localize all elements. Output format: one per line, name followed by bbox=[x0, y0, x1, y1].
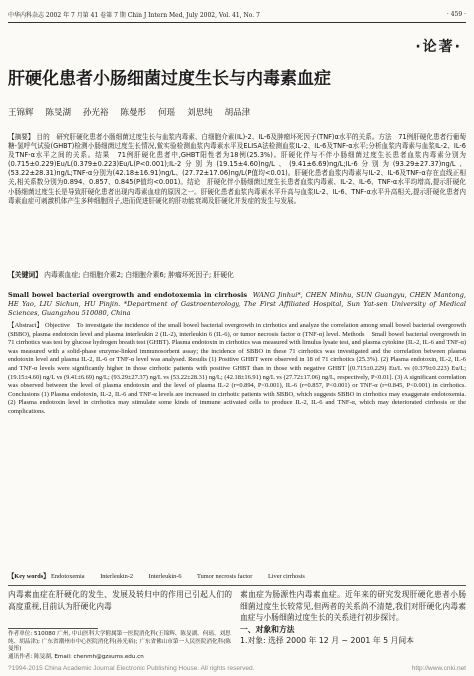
article-title: 肝硬化患者小肠细菌过度生长与内毒素血症 bbox=[8, 69, 331, 89]
footnote-rule bbox=[8, 628, 98, 629]
footnote: 作者单位: 510080 广州, 中山医科大学附属第一医院消化科(王锦辉、陈旻湖、何瑶、刘思纯、胡品津); 广东省潮州市中心医院消化科(孙光裕); 广东省佛山市第一人民医院消化科(陈曼彤) 通讯作者: 陈旻湖, Email: chenmh@gzsums.edu.cn bbox=[8, 631, 232, 660]
body-paragraph: 1.对象: 选择 2000 年 12 月 ~ 2001 年 5 月间本 bbox=[240, 636, 414, 646]
author: 陈曼彤 bbox=[120, 108, 147, 118]
keywords-label: 【关键词】 bbox=[8, 271, 42, 279]
keyword: 白细胞介素2; bbox=[82, 271, 124, 279]
body-column-right bbox=[240, 589, 466, 647]
author: 胡品津 bbox=[224, 108, 251, 118]
body-paragraph: 素血症为肠源性内毒素血症。近年来的研究发现肝硬化患者小肠细菌过度生长较常见,但两者的关系尚不清楚,我们对肝硬化内毒素血症与小肠细菌过度生长的关系进行初步探讨。 bbox=[240, 590, 466, 623]
english-title: Small bowel bacterial overgrowth and endotoxemia in cirrhosis bbox=[8, 291, 248, 299]
body-paragraph: 内毒素血症在肝硬化的发生、发展及转归中的作用已引起人们的高度重视,目前认为肝硬化内毒 bbox=[8, 590, 232, 611]
author: 何瑶 bbox=[158, 108, 176, 118]
column-tag: ·论著· bbox=[415, 39, 462, 55]
footer-url: http://www.cnki.net bbox=[411, 665, 466, 672]
english-authors: WANG Jinhui*, CHEN Minhu, SUN Guangyu, CHEN Mantong, HE Yao, LIU Sichun, HU Pinjin. *Department of Gastroenterology, The First Affiliated Hospital, Sun Yat-sen University of Medical Sciences, Guangzhou 510080, China bbox=[8, 291, 466, 317]
keyword-en: Endotoxemia bbox=[51, 573, 85, 580]
keywords-label-en: 【Key words】 bbox=[8, 573, 50, 580]
keyword: 肿瘤坏死因子; bbox=[168, 271, 212, 279]
keyword-en: Interleukin-6 bbox=[148, 573, 182, 580]
author: 孙光裕 bbox=[83, 108, 109, 118]
keyword-en: Tumor necrosis factor bbox=[196, 573, 253, 580]
header-rule bbox=[8, 22, 466, 23]
author: 陈旻湖 bbox=[45, 108, 72, 118]
section-heading: 一、对象和方法 bbox=[240, 624, 295, 634]
keyword: 内毒素血症; bbox=[44, 271, 81, 279]
keyword: 白细胞介素6; bbox=[125, 271, 166, 279]
english-title-block bbox=[8, 291, 466, 318]
abstract-chinese: 【摘要】 目的 研究肝硬化患者小肠细菌过度生长与血浆内毒素、白细胞介素(IL)-2、IL-6及肿瘤坏死因子(TNF)α水平的关系。方法 71例肝硬化患者行葡萄糖-氢呼气试验(GHBT)检测小肠细菌过度生长情况,鲎实验检测血浆内毒素水平及ELISA法检测血浆IL-2、IL-6及TNF-α水平;分析血浆内毒素与血浆IL-2、IL-6及TNF-α水平之间的关系。结果 71例肝硬化患者中,GHBT阳性者为18例(25.3%)。肝硬化伴与不伴小肠细菌过度生长患者血浆内毒素分别为(0.715±0.229)Eu/L(0.379±0.223)Eu/L(P<0.001);IL-2分别为(19.15±4.60)ng/L、(9.41±6.69)ng/L;IL-6分别为(93.29±27.37)ng/L、(53.22±28.31)ng/L;TNF-α分别为(42.18±16.91)ng/L、(27.72±17.06)ng/L(P值均<0.01)。肝硬化患者血浆内毒素与IL-2、IL-6及TNF-α存在直线正相关,相关系数分别为0.894、0.857、0.845(P值均<0.001)。结论 肝硬化伴小肠细菌过度生长患者血浆内毒素、IL-2、IL-6、TNF-α水平均增高,提示肝硬化小肠细菌过度生长是导致肝硬化患者出现内毒素血症的原因之一。肝硬化患者血浆内毒素水平升高与血浆IL-2、IL-6、TNF-α水平升高相关,提示肝硬化患者内毒素血症可刺激机体产生多种细胞因子,进而促进肝硬化的肝功能衰竭及肝硬化并发症的发生与发展。 bbox=[8, 133, 466, 205]
keyword: 肝硬化 bbox=[213, 271, 234, 279]
body-column-left bbox=[8, 589, 232, 612]
page-number: · 459 · bbox=[446, 11, 466, 18]
running-header bbox=[8, 10, 466, 19]
keywords-chinese bbox=[8, 269, 466, 279]
author: 刘思纯 bbox=[187, 108, 213, 118]
keywords-english bbox=[8, 571, 466, 580]
section-divider bbox=[8, 585, 466, 586]
copyright-footer bbox=[8, 665, 466, 672]
author-list bbox=[8, 106, 250, 118]
author: 王锦辉 bbox=[8, 108, 34, 118]
abstract-english: 【Abstract】 Objective To investigate the incidence of the small bowel bacterial overgrowth in cirrhotics and analyze the correlation among small bowel bacterial overgrowth (SBBO), plasma endotoxin level and plasma interleukin 2 (IL-2), interleukin 6 (IL-6), or tumor necrosis factor α (TNF-α) level. Methods Small bowel bacterial overgrowth in 71 cirrhotics was test by glucose hydrogen breath test (GHBT). Plasma endotoxin in cirrhotics was measured with limulus lysate test, and plasma cytokine (IL-2, IL-6 and TNF-α) was measured with a solid-phase enzyme-linked immunosorbent assay; the incidence of SBBO in these 71 cirrhotics was investigated and the correlation between plasma endotoxin level and plasma IL-2, IL-6 or TNF-α level was analysed. Results (1) Positive GHBT were observed in 18 of 71 cirrhotics (25.3%). (2) Plasma endotoxin, IL-2, IL-6 and TNF-α levels were significantly higher in those cirrhotic patients with positive GHBT than in those with negative GHBT [(0.715±0.229) Eu/L vs (0.379±0.223) Eu/L; (19.15±4.60) ng/L vs (9.41±6.69) ng/L; (93.29±27.37) ng/L vs (53.22±28.31) ng/L; (42.18±16.91) ng/L vs (27.72±17.06) ng/L, respectively, P<0.01]. (3) A significant correlation was observed between the level of plasma endotoxin and the level of plasma IL-2 (r=0.894, P<0.001), IL-6 (r=0.857, P<0.001) or TNF-α (r=0.845, P<0.001) in cirrhotics. Conclusions (1) Plasma endotoxin, IL-2, IL-6 and TNF-α levels are increased in cirrhotic patients with SBBO, which suggests SBBO in cirrhotics may exaggerate endotoxemia. (2) Plasma endotoxin level in cirrhotics may stimulate some kinds of immune activated cells to produce IL-2, IL-6 and TNF-α, which may deteriorated cirrhosis or the complications. bbox=[8, 322, 466, 415]
copyright-text: ?1994-2015 China Academic Journal Electronic Publishing House. All rights reserved. bbox=[8, 665, 255, 672]
running-header-journal: 中华内科杂志 2002 年 7 月第 41 卷第 7 期 Chin J Intern Med, July 2002, Vol. 41, No. 7 bbox=[8, 12, 260, 19]
keyword-en: Interleukin-2 bbox=[100, 573, 134, 580]
keyword-en: Liver cirrhosis bbox=[267, 573, 305, 580]
